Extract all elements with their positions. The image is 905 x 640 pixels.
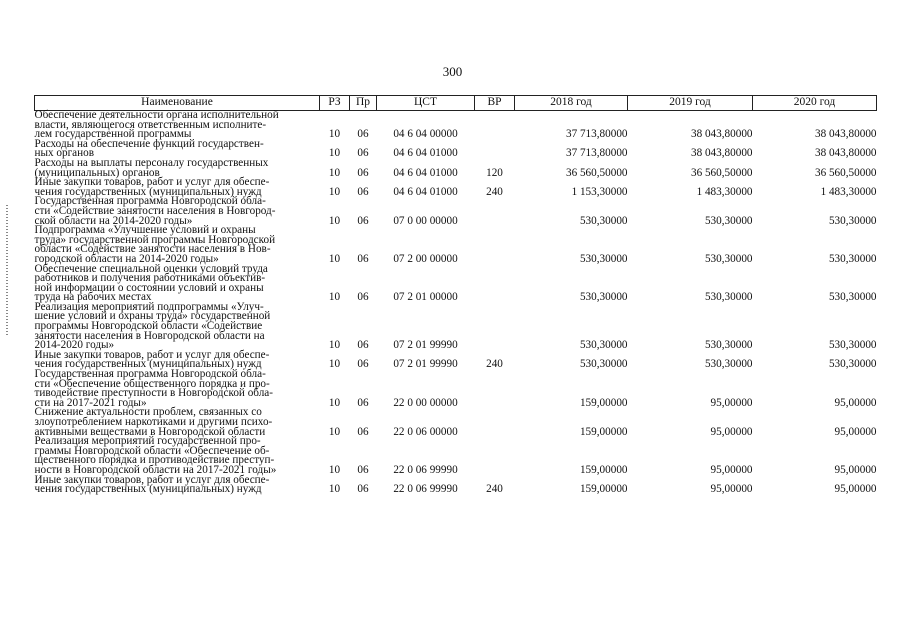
row-2019: 95,00000 [710, 463, 753, 476]
header-rz: РЗ [320, 96, 350, 111]
row-cst: 04 6 04 01000 [393, 147, 458, 160]
row-name-line: лем государственной программы [34, 128, 192, 141]
row-name [34, 473, 320, 496]
row-vr [475, 370, 515, 408]
table-row [35, 476, 877, 495]
table-row [35, 370, 877, 408]
row-2018: 37 713,80000 [565, 147, 628, 160]
row-2020: 95,00000 [834, 396, 877, 409]
row-2020: 38 043,80000 [814, 128, 877, 141]
row-name-line: области «Содействие занятости населения в Нов- [34, 243, 271, 256]
row-vr [475, 140, 515, 159]
row-rz: 10 [328, 396, 341, 409]
row-name-line: труда на рабочих местах [34, 291, 152, 304]
row-2019: 530,30000 [704, 214, 753, 227]
row-name-line: злоупотреблением наркотиками и другими психо- [34, 416, 273, 428]
row-2019: 38 043,80000 [690, 147, 753, 160]
row-2018: 159,00000 [579, 425, 628, 438]
row-name [34, 300, 320, 352]
row-name-line: щественного порядка и противодействие преступ- [34, 454, 275, 467]
row-name-line: 2014-2020 годы» [34, 339, 115, 352]
row-cst: 07 2 00 00000 [393, 252, 458, 265]
row-name-line: труда» государственной программы Новгородской [34, 233, 276, 246]
row-cst: 22 0 06 99990 [393, 463, 458, 476]
row-name-line: городской области на 2014-2020 годы» [34, 252, 219, 265]
row-rz: 10 [328, 425, 341, 438]
row-2020: 530,30000 [828, 339, 877, 352]
header-vr: ВР [475, 96, 515, 111]
row-vr: 240 [486, 483, 503, 496]
row-2020: 38 043,80000 [814, 147, 877, 160]
row-name-line: сти «Содействие занятости населения в Новгород- [34, 204, 276, 217]
row-name [35, 437, 320, 475]
row-2020: 530,30000 [828, 358, 877, 371]
row-pr: 06 [357, 425, 369, 438]
row-rz: 10 [328, 291, 341, 304]
row-name-line: власти, являющегося ответственным исполните- [34, 118, 267, 131]
row-name [34, 262, 320, 304]
row-rz: 10 [328, 463, 341, 476]
row-2020: 95,00000 [834, 483, 877, 496]
row-rz: 10 [328, 128, 341, 141]
row-name-line: Снижение актуальности проблем, связанных со [34, 406, 262, 419]
row-vr: 120 [486, 166, 503, 179]
table-row [35, 197, 877, 226]
row-cst: 04 6 04 01000 [393, 185, 458, 198]
row-pr: 06 [357, 185, 369, 198]
row-pr: 06 [357, 128, 369, 141]
row-name-line: Иные закупки товаров, работ и услуг для обеспе- [34, 473, 270, 486]
row-pr: 06 [357, 166, 369, 179]
row-name [35, 408, 320, 437]
row-rz: 10 [328, 185, 341, 198]
row-2019: 95,00000 [710, 396, 753, 409]
row-vr [475, 265, 515, 303]
row-2018: 37 713,80000 [565, 128, 628, 141]
row-name-line: Иные закупки товаров, работ и услуг для обеспе- [34, 176, 270, 189]
row-rz: 10 [328, 358, 341, 371]
row-name [35, 226, 320, 264]
row-2019: 530,30000 [704, 291, 753, 304]
row-name-line: Расходы на обеспечение функций государствен- [34, 137, 264, 150]
row-pr: 06 [357, 214, 369, 227]
row-2020: 1 483,30000 [820, 185, 877, 198]
row-2019: 1 483,30000 [696, 185, 753, 198]
row-vr: 240 [486, 358, 503, 371]
header-cst: ЦСТ [377, 96, 475, 111]
row-vr [475, 303, 515, 351]
row-name-line: чения государственных (муниципальных) нужд [34, 358, 262, 371]
row-name [35, 197, 320, 226]
row-pr: 06 [357, 339, 369, 352]
row-2018: 159,00000 [579, 396, 628, 409]
row-2020: 95,00000 [834, 463, 877, 476]
row-rz: 10 [328, 252, 341, 265]
row-name [35, 111, 320, 140]
row-name-line: шение условий и охраны труда» государственной [34, 310, 271, 323]
row-name-line: программы Новгородской области «Содействие [34, 320, 263, 333]
header-2020: 2020 год [753, 96, 877, 111]
row-name-line: Государственная программа Новгородской обла- [34, 195, 266, 208]
row-2020: 530,30000 [828, 252, 877, 265]
row-2018: 530,30000 [579, 339, 628, 352]
row-2020: 95,00000 [834, 425, 877, 438]
table-row [35, 265, 877, 303]
table-row [35, 437, 877, 475]
row-cst: 07 2 01 99990 [393, 358, 458, 371]
row-2018: 530,30000 [579, 252, 628, 265]
row-2018: 530,30000 [579, 358, 628, 371]
page-number: 300 [442, 64, 463, 79]
row-name-line: ной информации о состоянии условий и охраны [34, 281, 264, 294]
row-name-line: тиводействие преступности в Новгородской обла- [34, 387, 273, 400]
row-name-line: сти на 2017-2021 годы» [34, 396, 147, 409]
row-name-line: Расходы на выплаты персоналу государственных [34, 156, 269, 169]
row-pr: 06 [357, 358, 369, 371]
row-name-line: Государственная программа Новгородской обла- [34, 368, 266, 381]
row-name-line: граммы Новгородской области «Обеспечение об- [34, 444, 270, 457]
row-2020: 530,30000 [828, 214, 877, 227]
row-2019: 36 560,50000 [690, 166, 753, 179]
header-pr: Пр [350, 96, 377, 111]
row-2020: 530,30000 [828, 291, 877, 304]
row-rz: 10 [328, 166, 341, 179]
row-2018: 159,00000 [579, 483, 628, 496]
row-vr [475, 197, 515, 226]
row-vr [475, 437, 515, 475]
row-2018: 1 153,30000 [571, 185, 628, 198]
row-cst: 22 0 00 00000 [393, 396, 458, 409]
row-cst: 07 0 00 00000 [393, 214, 458, 227]
header-2019: 2019 год [628, 96, 753, 111]
budget-table [34, 95, 877, 495]
row-name-line: сти «Обеспечение общественного порядка и про- [34, 377, 270, 390]
row-pr: 06 [357, 396, 369, 409]
row-cst: 07 2 01 00000 [393, 291, 458, 304]
row-name-line: (муниципальных) органов [34, 166, 160, 179]
table-body [35, 111, 877, 495]
row-name-line: занятости населения в Новгородской области на [34, 329, 265, 342]
row-name-line: работников и получения работниками объектив- [34, 272, 266, 285]
row-vr [475, 111, 515, 140]
row-name-line: чения государственных (муниципальных) нужд [34, 483, 262, 496]
row-2018: 36 560,50000 [565, 166, 628, 179]
row-2018: 530,30000 [579, 291, 628, 304]
row-rz: 10 [328, 147, 341, 160]
margin-dotted-line [6, 205, 8, 335]
row-rz: 10 [328, 214, 341, 227]
row-2018: 530,30000 [579, 214, 628, 227]
header-name: Наименование [35, 96, 320, 111]
row-rz: 10 [328, 483, 341, 496]
row-pr: 06 [357, 483, 369, 496]
row-name-line: активными веществами в Новгородской области [34, 425, 266, 438]
row-rz: 10 [328, 339, 341, 352]
row-cst: 04 6 04 01000 [393, 166, 458, 179]
row-name-line: ных органов [34, 147, 94, 160]
row-2019: 530,30000 [704, 339, 753, 352]
table-row [35, 408, 877, 437]
row-cst: 07 2 01 99990 [393, 339, 458, 352]
row-2020: 36 560,50000 [814, 166, 877, 179]
row-pr: 06 [357, 463, 369, 476]
row-2019: 95,00000 [710, 483, 753, 496]
row-name-line: Иные закупки товаров, работ и услуг для обеспе- [34, 348, 270, 361]
row-2018: 159,00000 [579, 463, 628, 476]
header-2018: 2018 год [515, 96, 628, 111]
row-name-line: Реализация мероприятий государственной про- [34, 435, 261, 448]
row-pr: 06 [357, 252, 369, 265]
row-name-line: Обеспечение деятельности органа исполнительной [34, 109, 279, 121]
row-name [35, 370, 320, 408]
row-cst: 04 6 04 00000 [393, 128, 458, 141]
row-name-line: Обеспечение специальной оценки условий труда [34, 262, 268, 275]
table-row [35, 303, 877, 351]
table-row [35, 226, 877, 264]
row-name-line: Реализация мероприятий подпрограммы «Улуч- [34, 300, 264, 313]
row-pr: 06 [357, 291, 369, 304]
row-2019: 38 043,80000 [690, 128, 753, 141]
row-vr: 240 [486, 185, 503, 198]
row-pr: 06 [357, 147, 369, 160]
row-name-line: чения государственных (муниципальных) нужд [34, 185, 262, 198]
row-2019: 95,00000 [710, 425, 753, 438]
row-2019: 530,30000 [704, 252, 753, 265]
row-cst: 22 0 06 99990 [393, 483, 458, 496]
row-name-line: ской области на 2014-2020 годы» [34, 214, 193, 227]
table-row [35, 111, 877, 140]
row-2019: 530,30000 [704, 358, 753, 371]
row-cst: 22 0 06 00000 [393, 425, 458, 438]
row-name-line: ности в Новгородской области на 2017-2021 годы» [34, 463, 277, 476]
row-name-line: Подпрограмма «Улучшение условий и охраны [34, 224, 256, 237]
row-vr [475, 226, 515, 264]
row-vr [475, 408, 515, 437]
